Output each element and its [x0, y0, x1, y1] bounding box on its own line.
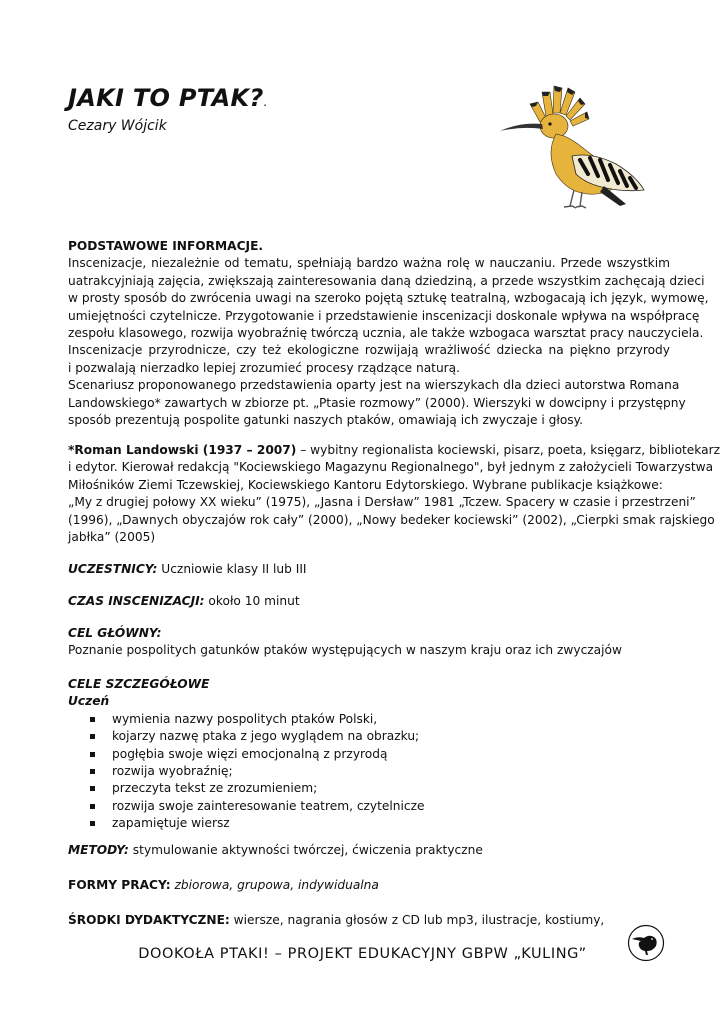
paragraph-line: Inscenizacje przyrodnicze, czy też ekologiczne rozwijają wrażliwość dziecka na piękno przyrody	[68, 343, 670, 358]
list-item-text: zapamiętuje wiersz	[112, 816, 230, 831]
bullet-icon	[90, 821, 95, 826]
list-item-text: pogłębia swoje więzi emocjonalną z przyrodą	[112, 746, 388, 761]
paragraph-line: Inscenizacje, niezależnie od tematu, spełniają bardzo ważna rolę w nauczaniu. Przede wszystkim	[68, 256, 670, 271]
specific-goals-section	[68, 676, 670, 833]
methods-label: METODY:	[68, 843, 129, 857]
bullet-icon	[90, 786, 95, 791]
didactic-means-row	[68, 912, 670, 929]
bullet-icon	[90, 769, 95, 774]
didactic-means-label: ŚRODKI DYDAKTYCZNE:	[68, 913, 230, 927]
list-item-text: kojarzy nazwę ptaka z jego wyglądem na obrazku;	[112, 729, 420, 744]
specific-goals-label: CELE SZCZEGÓŁOWE	[68, 677, 210, 691]
list-item-text: wymienia nazwy pospolitych ptaków Polski,	[112, 711, 378, 726]
page-footer: DOOKOŁA PTAKI! – PROJEKT EDUKACYJNY GBPW „KULING”	[138, 946, 587, 962]
paragraph-line: Scenariusz proponowanego przedstawienia oparty jest na wierszykach dla dzieci autorstwa Romana	[68, 378, 680, 393]
time-label: CZAS INSCENIZACJI:	[68, 594, 205, 608]
list-item	[68, 780, 670, 797]
paragraph-line: Landowskiego* zawartych w zbiorze pt. „Ptasie rozmowy” (2000). Wierszyki w dowcipny i przystępny	[68, 395, 686, 410]
landowski-name: *Roman Landowski (1937 – 2007)	[68, 443, 297, 457]
paragraph-line: (1996), „Dawnych obyczajów rok cały” (2000), „Nowy bedeker kociewski” (2002), „Cierpki smak rajskiego	[68, 512, 715, 527]
participants-row	[68, 561, 670, 578]
paragraph-line: i pozwalają nierzadko lepiej zrozumieć procesy rządzące naturą.	[68, 360, 461, 375]
goals-list	[68, 711, 670, 833]
work-forms-value: zbiorowa, grupowa, indywidualna	[170, 878, 379, 892]
time-value: około 10 minut	[204, 594, 300, 608]
paragraph-line: zespołu klasowego, rozwija wyobraźnię twórczą ucznia, ale także wzbogaca warsztat pracy nauczyciela.	[68, 326, 704, 341]
main-goal-text: Poznanie pospolitych gatunków ptaków występujących w naszym kraju oraz ich zwyczajów	[68, 643, 622, 658]
work-forms-row	[68, 877, 670, 894]
document-title	[68, 84, 268, 112]
participants-label: UCZESTNICY:	[68, 562, 158, 576]
paragraph-line: jabłka” (2005)	[68, 530, 156, 545]
bullet-icon	[90, 804, 95, 809]
didactic-means-value: wiersze, nagrania głosów z CD lub mp3, ilustracje, kostiumy,	[229, 913, 605, 927]
paragraph-line: w prosty sposób do zwrócenia uwagi na szeroko pojętą sztukę teatralną, wzbogacają ich język, wymowę,	[68, 291, 709, 306]
list-item	[68, 746, 670, 763]
kuling-bird-logo-icon	[627, 924, 665, 962]
paragraph-line: sposób prezentują pospolite gatunki naszych ptaków, omawiają ich zwyczaje i głosy.	[68, 413, 583, 428]
methods-value: stymulowanie aktywności twórczej, ćwiczenia praktyczne	[128, 843, 483, 857]
list-item	[68, 815, 670, 832]
time-row	[68, 593, 670, 610]
list-item-text: przeczyta tekst ze zrozumieniem;	[112, 781, 318, 796]
work-forms-label: FORMY PRACY:	[68, 878, 171, 892]
main-goal-label: CEL GŁÓWNY:	[68, 626, 162, 640]
list-item	[68, 763, 670, 780]
title-text: JAKI TO PTAK?	[68, 84, 264, 112]
bullet-icon	[90, 752, 95, 757]
specific-goals-sublabel: Uczeń	[68, 694, 110, 709]
participants-value: Uczniowie klasy II lub III	[157, 562, 307, 576]
list-item	[68, 798, 670, 815]
list-item-text: rozwija swoje zainteresowanie teatrem, czytelnicze	[112, 798, 425, 813]
basic-info-heading: PODSTAWOWE INFORMACJE.	[68, 239, 264, 253]
main-goal-section	[68, 625, 670, 660]
hoopoe-bird-icon	[496, 82, 646, 212]
title-suffix: .	[263, 95, 268, 109]
basic-info-section	[68, 238, 709, 429]
paragraph-line: uatrakcyjniają zajęcia, zwiększają zainteresowania daną dziedziną, a przede wszystkim zachęcają dzieci	[68, 273, 705, 288]
list-item	[68, 728, 670, 745]
landowski-intro: – wybitny regionalista kociewski, pisarz, poeta, księgarz, bibliotekarz	[296, 443, 721, 457]
paragraph-line: i edytor. Kierował redakcją "Kociewskiego Magazynu Regionalnego", był jednym z założycieli Towarzystwa	[68, 460, 714, 475]
list-item-text: rozwija wyobraźnię;	[112, 763, 233, 778]
paragraph-line: umiejętności czytelnicze. Przygotowanie i przedstawienie inscenizacji doskonale wpływa na współpracę	[68, 308, 700, 323]
landowski-note	[68, 442, 721, 546]
author-name: Cezary Wójcik	[68, 118, 167, 134]
bullet-icon	[90, 717, 95, 722]
paragraph-line	[68, 442, 721, 459]
bullet-icon	[90, 734, 95, 739]
list-item	[68, 711, 670, 728]
paragraph-line: „My z drugiej połowy XX wieku” (1975), „Jasna i Dersław” 1981 „Tczew. Spacery w czasie i przestrzeni”	[68, 495, 696, 510]
methods-row	[68, 842, 670, 859]
paragraph-line: Miłośników Ziemi Tczewskiej, Kociewskiego Kantoru Edytorskiego. Wybrane publikacje książkowe:	[68, 477, 663, 492]
